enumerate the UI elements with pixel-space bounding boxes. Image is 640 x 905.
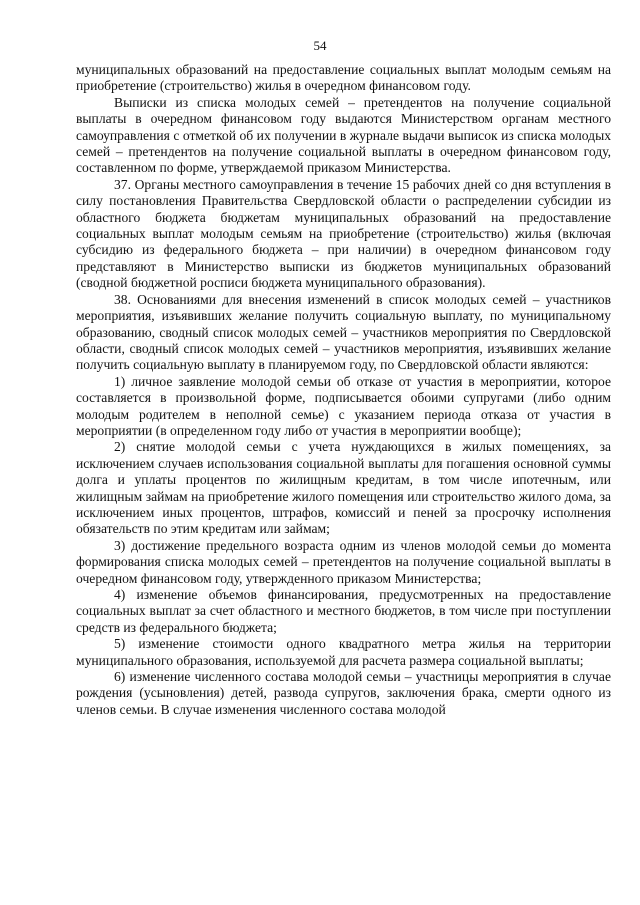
paragraph-continuation: муниципальных образований на предоставление социальных выплат молодым семьям на приобретение (строительство) жилья в очередном финансовом году.	[76, 62, 611, 94]
list-item-1: 1) личное заявление молодой семьи об отказе от участия в мероприятии, которое составляется в произвольной форме, подписывается обоими супругами (либо одним молодым родителем в неполной семье) с указанием периода отказа от участия в мероприятии (в определенном году либо от участия в мероприятии вообще);	[76, 373, 611, 438]
list-item-3: 3) достижение предельного возраста одним из членов молодой семьи до момента формирования списка молодых семей – претендентов на получение социальной выплаты в очередном финансовом году, утвержденного приказом Министерства;	[76, 537, 611, 586]
page-number: 54	[313, 38, 327, 53]
paragraph-clause-38: 38. Основаниями для внесения изменений в список молодых семей – участников мероприятия, изъявивших желание получить социальную выплату, по муниципальному образованию, сводный список молодых семей – участников мероприятия по Свердловской области, сводный список молодых семей – участников мероприятия, изъявивших желание получить социальную выплату в планируемом году, по Свердловской области являются:	[76, 291, 611, 373]
paragraph-extracts: Выписки из списка молодых семей – претендентов на получение социальной выплаты в очередном финансовом году выдаются Министерством органам местного самоуправления с отметкой об их получении в журнале выдачи выписок из списка молодых семей – претендентов на получение социальной выплаты в очередном финансовом году, составленном по форме, утверждаемой приказом Министерства.	[76, 94, 611, 176]
list-item-4: 4) изменение объемов финансирования, предусмотренных на предоставление социальных выплат за счет областного и местного бюджетов, в том числе при поступлении средств из федерального бюджета;	[76, 587, 611, 635]
paragraph-clause-37: 37. Органы местного самоуправления в течение 15 рабочих дней со дня вступления в силу постановления Правительства Свердловской области о распределении субсидии из областного бюджета бюджетам муниципальных образований на предоставление социальных выплат молодым семьям на приобретение (строительство) жилья (включая субсидию из федерального бюджета – при наличии) в очередном финансовом году представляют в Министерство выписки из бюджетов муниципальных образований (сводной бюджетной росписи бюджета муниципального образования).	[76, 176, 611, 291]
list-item-6: 6) изменение численного состава молодой семьи – участницы мероприятия в случае рождения (усыновления) детей, развода супругов, заключения брака, смерти одного из членов семьи. В случае изменения численного состава молодой	[76, 669, 611, 717]
list-item-5: 5) изменение стоимости одного квадратного метра жилья на территории муниципального образования, используемой для расчета размера социальной выплаты;	[76, 636, 611, 668]
document-body	[76, 62, 611, 718]
list-item-2: 2) снятие молодой семьи с учета нуждающихся в жилых помещениях, за исключением случаев использования социальной выплаты для погашения основной суммы долга и уплаты процентов по жилищным кредитам, в том числе ипотечным, или жилищным займам на приобретение жилого помещения или строительство жилого дома, за исключением иных процентов, штрафов, комиссий и пеней за просрочку исполнения обязательств по этим кредитам или займам;	[76, 439, 611, 537]
